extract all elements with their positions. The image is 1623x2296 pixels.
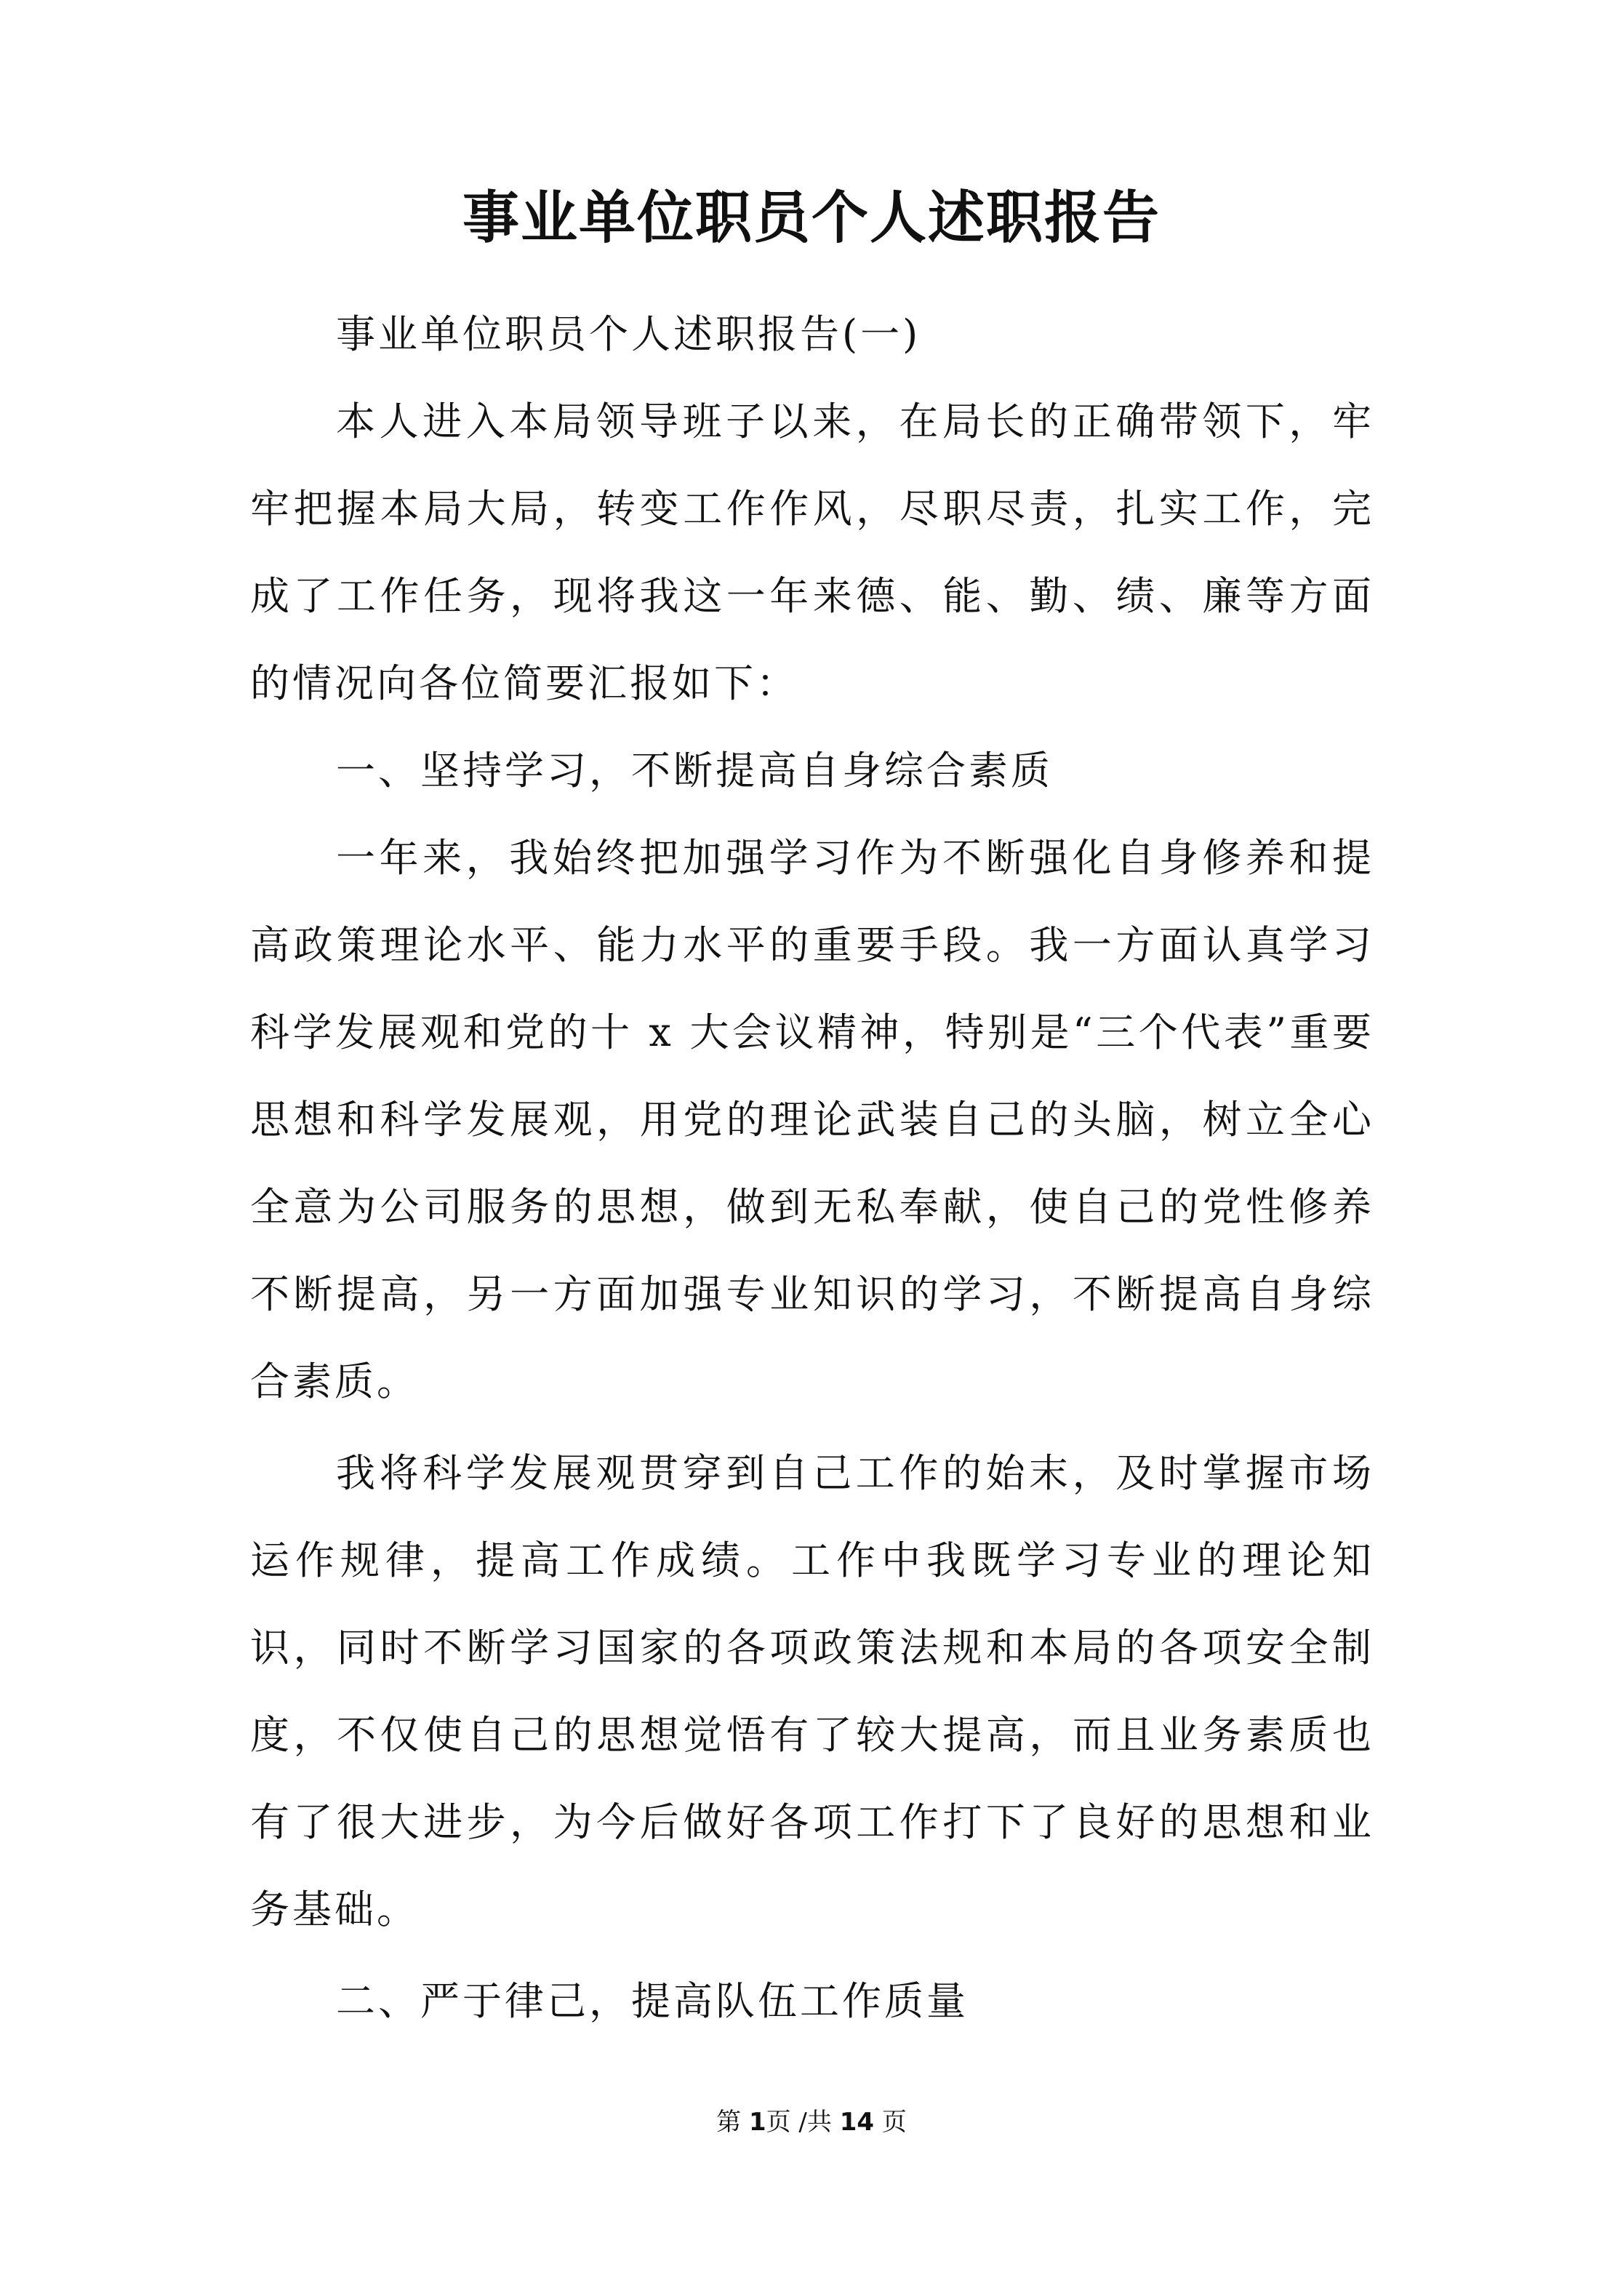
document-title: 事业单位职员个人述职报告 xyxy=(462,185,1161,251)
document-body xyxy=(250,291,1374,2045)
current-page-number: 1 xyxy=(748,2108,766,2137)
paragraph-intro: 本人进入本局领导班子以来，在局长的正确带领下，牢牢把握本局大局，转变工作作风，尽职尽责，扎实工作，完成了工作任务，现将我这一年来德、能、勤、绩、廉等方面的情况向各位简要汇报如下： xyxy=(250,399,1374,706)
footer-prefix: 第 xyxy=(716,2108,742,2137)
total-page-number: 14 xyxy=(839,2108,875,2137)
section-heading-2: 二、严于律己，提高队伍工作质量 xyxy=(336,1978,969,2024)
section-subtitle: 事业单位职员个人述职报告(一) xyxy=(336,311,921,357)
paragraph-study: 一年来，我始终把加强学习作为不断强化自身修养和提高政策理论水平、能力水平的重要手段。我一方面认真学习科学发展观和党的十 x 大会议精神，特别是“三个代表”重要思想和科学发展观，用党的理论武装自己的头脑，树立全心全意为公司服务的思想，做到无私奉献，使自己的党性修养不断提高，另一方面加强专业知识的学习，不断提高自身综合素质。 xyxy=(250,835,1374,1404)
section-heading-1: 一、坚持学习，不断提高自身综合素质 xyxy=(336,748,1053,793)
paragraph-development: 我将科学发展观贯穿到自己工作的始末，及时掌握市场运作规律，提高工作成绩。工作中我既学习专业的理论知识，同时不断学习国家的各项政策法规和本局的各项安全制度，不仅使自己的思想觉悟有了较大提高，而且业务素质也有了很大进步，为今后做好各项工作打下了良好的思想和业务基础。 xyxy=(250,1450,1374,1932)
footer-middle: 页 /共 xyxy=(766,2108,832,2137)
footer-suffix: 页 xyxy=(881,2108,907,2137)
page-footer xyxy=(0,2106,1623,2138)
